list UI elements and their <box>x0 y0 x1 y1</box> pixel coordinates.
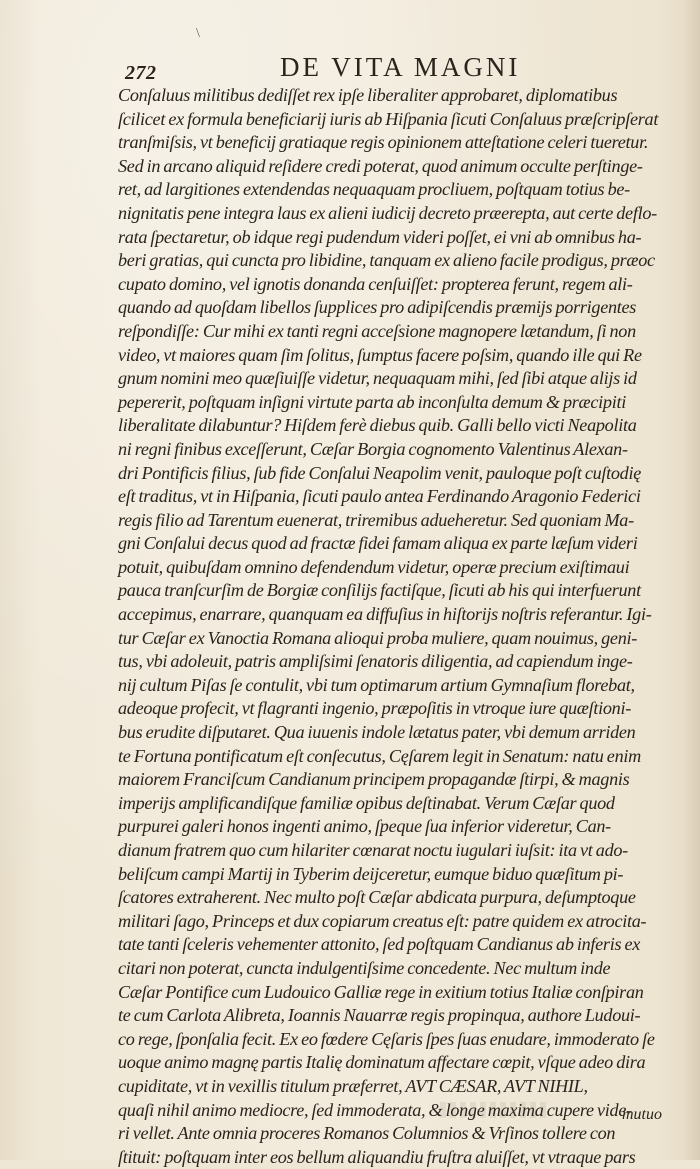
text-line: reſpondiſſe: Cur mihi ex tanti regni acceſsione magnopere lætandum, ſi non <box>118 320 636 341</box>
text-line: pauca tranſcurſim de Borgiæ conſilijs factiſque, ſicuti ab his qui interfuerunt <box>118 580 641 601</box>
text-line: ſcatores extraherent. Nec multo poſt Cæſar abdicata purpura, deſumptoque <box>118 887 636 908</box>
text-line: video, vt maiores quam ſim ſolitus, ſumptus facere poſsim, quando ille qui Re <box>118 344 642 365</box>
text-line: tur Cæſar ex Vanoctia Romana alioqui proba muliere, quam nouimus, geni- <box>118 627 638 648</box>
text-line: imperijs amplificandiſque familiæ opibus deſtinabat. Verum Cæſar quod <box>118 792 615 813</box>
text-line: te Fortuna pontificatum eſt conſecutus, Cęſarem legit in Senatum: natu enim <box>118 745 641 766</box>
text-line: Sed in arcano aliquid reſidere credi poterat, quod animum occulte perſtinge- <box>118 155 643 176</box>
text-line: citari non poterat, cuncta indulgentiſsime concedente. Nec multum inde <box>118 957 611 978</box>
text-line: ret, ad largitiones extendendas nequaquam procliuem, poſtquam totius be- <box>118 179 630 200</box>
body-text <box>118 84 674 1169</box>
page-number: 272 <box>125 62 157 84</box>
text-line: nignitatis pene integra laus ex alieni iudicij decreto præerepta, aut certe deflo- <box>118 202 657 223</box>
text-line: gni Conſalui decus quod ad fractæ fidei famam aliqua ex parte læſum videri <box>118 533 638 554</box>
text-line: tus, vbi adoleuit, patris ampliſsimi ſenatoris diligentia, ad capiendum inge- <box>118 651 633 672</box>
text-line: bus erudite diſputaret. Qua iuuenis indole lætatus pater, vbi demum arriden <box>118 722 636 743</box>
text-line: militari ſago, Princeps et dux copiarum creatus eſt: patre quidem ex atrocita- <box>118 910 647 931</box>
text-line: maiorem Franciſcum Candianum principem propagandæ ſtirpi, & magnis <box>118 769 630 790</box>
text-line: beri gratias, qui cuncta pro libidine, tanquam ex alieno facile prodigus, præoc <box>118 250 655 271</box>
text-line: Cæſar Pontifice cum Ludouico Galliæ rege in exitium totius Italiæ conſpiran <box>118 981 644 1002</box>
bleed-through <box>440 1102 550 1118</box>
text-line: gnum nomini meo quæſiuiſſe videtur, nequaquam mihi, ſed ſibi atque alijs id <box>118 368 637 389</box>
text-line: Conſaluus militibus dediſſet rex ipſe liberaliter approbaret, diplomatibus <box>118 85 618 105</box>
text-line: eſt traditus, vt in Hiſpania, ſicuti paulo antea Ferdinando Aragonio Federici <box>118 486 641 507</box>
text-line: co rege, ſponſalia fecit. Ex eo fœdere Cęſaris ſpes ſuas enudare, immoderato ſe <box>118 1028 655 1049</box>
text-line: tate tanti ſceleris vehementer attonito, ſed poſtquam Candianus ab inferis ex <box>118 934 641 955</box>
text-line: beliſcum campi Martij in Tyberim deijceretur, eumque biduo quæſitum pi- <box>118 863 624 884</box>
text-line: liberalitate dilabuntur? Hiſdem ferè diebus quib. Galli bello victi Neapolita <box>118 415 637 436</box>
text-line: te cum Carlota Alibreta, Ioannis Nauarræ regis propinqua, authore Ludoui- <box>118 1005 641 1026</box>
text-line: dri Pontificis filius, ſub fide Conſalui Neapolim venit, pauloque poſt cuſtodię <box>118 462 642 483</box>
text-line: ſcilicet ex formula beneficiarij iuris ab Hiſpania ſicuti Conſaluus præſcripſerat <box>118 108 659 129</box>
text-line: ni regni finibus exceſſerunt, Cæſar Borgia cognomento Valentinus Alexan- <box>118 438 628 459</box>
text-line: dianum fratrem quo cum hilariter cœnarat noctu iugulari iuſsit: ita vt ado- <box>118 840 628 860</box>
running-head: DE VITA MAGNI <box>280 52 521 82</box>
text-line: tranſmiſsis, vt beneficij gratiaque regis opinionem atteſtatione celeri tueretur. <box>118 132 649 153</box>
gutter-shadow <box>684 0 700 1160</box>
text-line: quaſi nihil animo mediocre, ſed immoderata, & longe maxima cupere vide- <box>118 1099 632 1120</box>
text-line: adeoque profecit, vt flagranti ingenio, præpoſitis in vtroque iure quæſtioni- <box>118 698 631 719</box>
catchword: mutuo <box>622 1106 662 1123</box>
text-line: cupiditate, vt in vexillis titulum præferret, AVT CÆSAR, AVT NIHIL, <box>118 1075 588 1096</box>
text-line: cupato domino, vel ignotis donanda cenſuiſſet: propterea ferunt, regem ali- <box>118 273 633 294</box>
top-mark: \ <box>196 26 200 41</box>
text-line: regis filio ad Tarentum euenerat, triremibus adueheretur. Sed quoniam Ma- <box>118 509 634 530</box>
text-line: purpurei galeri honos ingenti animo, ſpeque ſua inferior videretur, Can- <box>118 816 611 837</box>
text-line: potuit, quibuſdam omnino defendendum videtur, operæ precium exiſtimaui <box>118 556 630 577</box>
text-line: ri vellet. Ante omnia proceres Romanos Columnios & Vrſinos tollere con <box>118 1123 616 1144</box>
text-line: accepimus, enarrare, quanquam ea diffuſius in hiſtorijs noſtris referantur. Igi- <box>118 604 652 625</box>
text-line: rata ſpectaretur, ob idque regi pudendum videri poſſet, ei vni ab omnibus ha- <box>118 226 642 247</box>
text-line: ſtituit: poſtquam inter eos bellum aliquandiu fruſtra aluiſſet, vt vtraque pars <box>118 1146 636 1167</box>
text-line: uoque animo magnę partis Italię dominatum affectare cœpit, vſque adeo dira <box>118 1052 646 1073</box>
text-line: quando ad quoſdam libellos ſupplices pro adipiſcendis præmijs porrigentes <box>118 297 637 318</box>
text-line: nij cultum Piſas ſe contulit, vbi tum optimarum artium Gymnaſium florebat, <box>118 674 635 695</box>
text-line: pepererit, poſtquam inſigni virtute parta ab inconſulta demum & præcipiti <box>118 391 626 412</box>
